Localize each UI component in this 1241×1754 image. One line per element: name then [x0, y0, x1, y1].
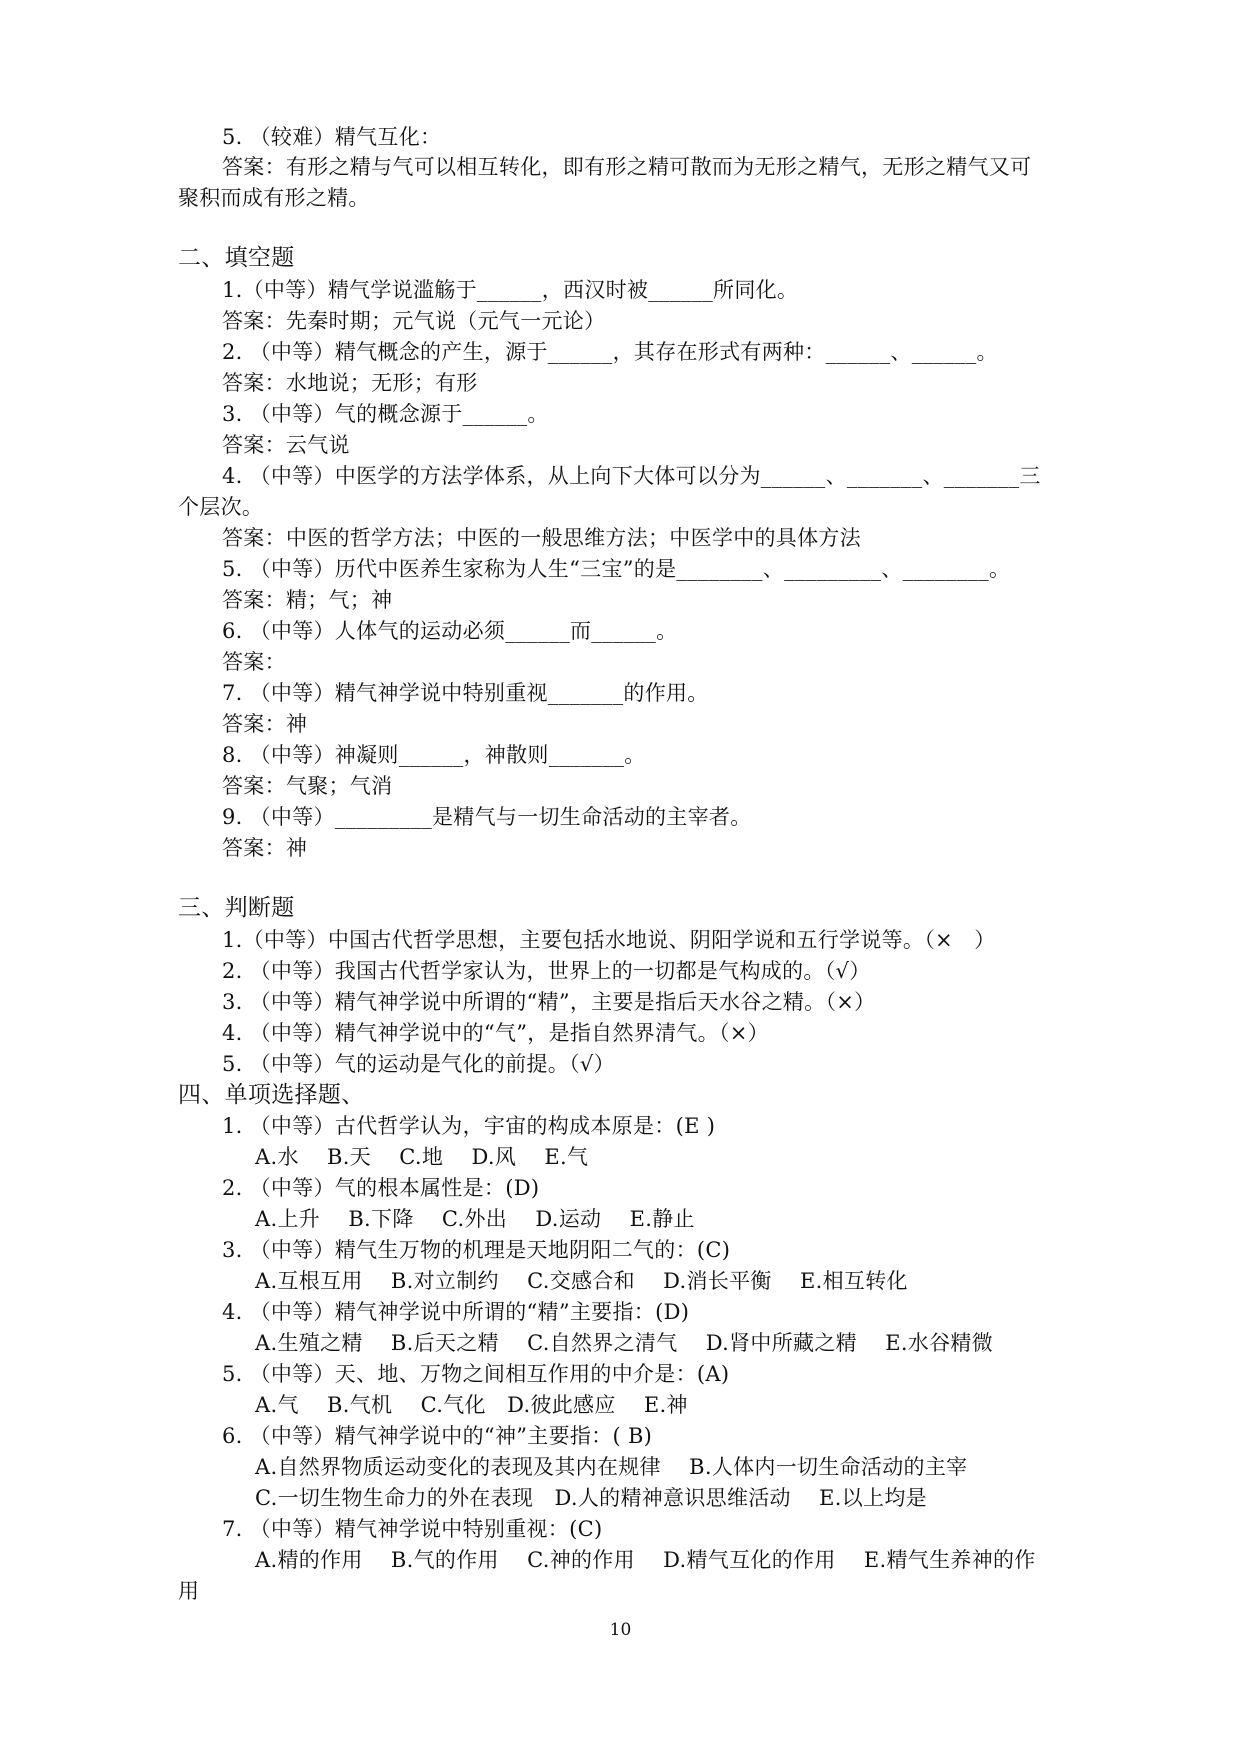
- text-line: 5. （中等）天、地、万物之间相互作用的中介是：(A): [222, 1362, 730, 1386]
- text-line: 5. （较难）精气互化：: [222, 125, 442, 149]
- text-line: 2. （中等）精气概念的产生，源于______，其存在形式有两种：______、______。: [222, 340, 998, 364]
- text-line: A.互根互用 B.对立制约 C.交感合和 D.消长平衡 E.相互转化: [255, 1269, 908, 1293]
- text-line: C.一切生物生命力的外在表现 D.人的精神意识思维活动 E.以上均是: [255, 1486, 927, 1510]
- text-line: 答案：有形之精与气可以相互转化，即有形之精可散而为无形之精气，无形之精气又可: [222, 155, 1032, 179]
- section-heading: 四、单项选择题、: [178, 1082, 365, 1108]
- text-line: 6. （中等）人体气的运动必须______而______。: [222, 619, 678, 643]
- text-line: 答案：云气说: [222, 433, 350, 457]
- text-line: A.自然界物质运动变化的表现及其内在规律 B.人体内一切生命活动的主宰: [255, 1455, 968, 1479]
- text-line: 1. （中等）古代哲学认为，宇宙的构成本原是：(E ): [222, 1114, 716, 1138]
- section-heading: 二、填空题: [178, 245, 295, 271]
- text-line: 答案：先秦时期；元气说（元气一元论）: [222, 309, 606, 333]
- text-line: A.生殖之精 B.后天之精 C.自然界之清气 D.肾中所藏之精 E.水谷精微: [255, 1331, 994, 1355]
- text-line: A.气 B.气机 C.气化 D.彼此感应 E.神: [255, 1393, 688, 1417]
- text-line: 1.（中等）中国古代哲学思想，主要包括水地说、阴阳学说和五行学说等。（× ）: [222, 928, 996, 952]
- text-line: 3. （中等）精气神学说中所谓的“精”，主要是指后天水谷之精。（×）: [222, 990, 876, 1014]
- text-line: A.精的作用 B.气的作用 C.神的作用 D.精气互化的作用 E.精气生养神的作: [255, 1548, 1036, 1572]
- text-line: 2. （中等）气的根本属性是：(D): [222, 1176, 540, 1200]
- text-line: 答案：精；气；神: [222, 588, 393, 612]
- text-line: 答案：: [222, 650, 286, 674]
- section-heading: 三、判断题: [178, 895, 295, 921]
- text-line: 8. （中等）神凝则______，神散则_______。: [222, 743, 646, 767]
- text-line: 4. （中等）中医学的方法学体系，从上向下大体可以分为______、_______、_______三: [222, 464, 1041, 488]
- text-line: 答案：神: [222, 712, 308, 736]
- text-line: 1.（中等）精气学说滥觞于______，西汉时被______所同化。: [222, 278, 799, 302]
- text-line: 答案：神: [222, 836, 308, 860]
- text-line: 用: [178, 1579, 200, 1603]
- text-line: 7. （中等）精气神学说中特别重视：(C): [222, 1517, 603, 1541]
- text-line: A.水 B.天 C.地 D.风 E.气: [255, 1145, 589, 1169]
- text-line: 5. （中等）气的运动是气化的前提。（√）: [222, 1052, 615, 1076]
- text-line: 5. （中等）历代中医养生家称为人生“三宝”的是________、_________、________。: [222, 557, 1011, 581]
- text-line: 答案：水地说；无形；有形: [222, 371, 478, 395]
- text-line: 答案：气聚；气消: [222, 774, 393, 798]
- text-line: 聚积而成有形之精。: [178, 186, 370, 210]
- text-line: A.上升 B.下降 C.外出 D.运动 E.静止: [255, 1207, 695, 1231]
- text-line: 4. （中等）精气神学说中所谓的“精”主要指：(D): [222, 1300, 690, 1324]
- text-line: 6. （中等）精气神学说中的“神”主要指：( B): [222, 1424, 653, 1448]
- text-line: 2. （中等）我国古代哲学家认为，世界上的一切都是气构成的。（√）: [222, 959, 871, 983]
- text-line: 7. （中等）精气神学说中特别重视_______的作用。: [222, 681, 709, 705]
- text-line: 9. （中等）_________是精气与一切生命活动的主宰者。: [222, 805, 752, 829]
- text-line: 3. （中等）气的概念源于______。: [222, 402, 549, 426]
- text-line: 3. （中等）精气生万物的机理是天地阴阳二气的：(C): [222, 1238, 731, 1262]
- text-line: 4. （中等）精气神学说中的“气”，是指自然界清气。（×）: [222, 1021, 769, 1045]
- text-line: 答案：中医的哲学方法；中医的一般思维方法；中医学中的具体方法: [222, 526, 861, 550]
- text-line: 个层次。: [178, 495, 264, 519]
- page-number: 10: [609, 1620, 632, 1640]
